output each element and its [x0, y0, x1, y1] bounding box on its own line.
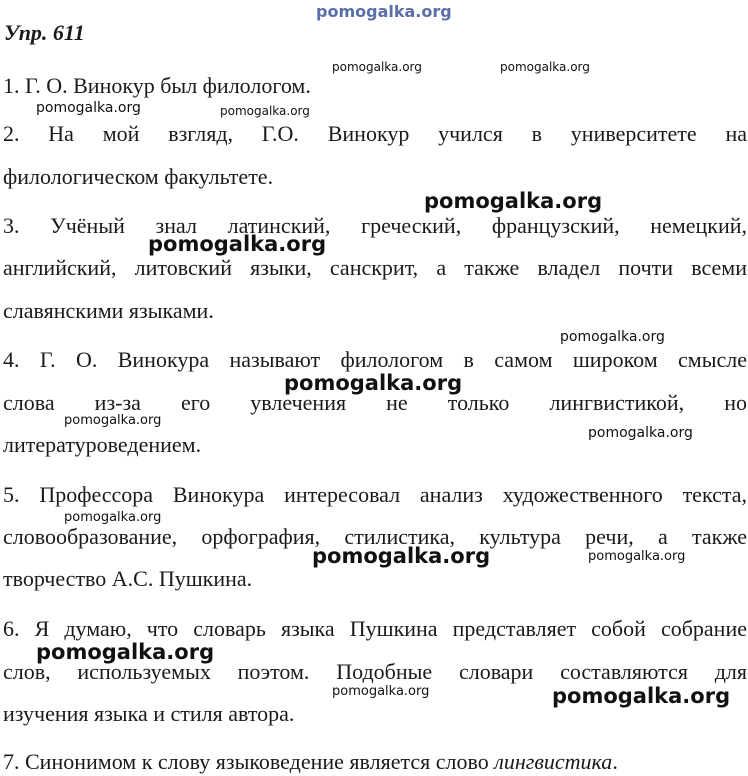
watermark-top[interactable]: pomogalka.org — [316, 2, 452, 21]
watermark: pomogalka.org — [588, 549, 686, 564]
sentence-3-line-3: славянскими языками. — [3, 298, 214, 323]
sentence-5-line-2: словообразование, орфография, стилистика, культура речи, а также — [3, 524, 747, 549]
sentence-3-line-2: английский, литовский языки, санскрит, а также владел почти всеми — [3, 255, 747, 280]
watermark-large: pomogalka.org — [424, 189, 603, 213]
sentence-1: 1. Г. О. Винокур был филологом. — [3, 73, 311, 98]
watermark: pomogalka.org — [588, 425, 693, 441]
watermark-large: pomogalka.org — [148, 232, 327, 256]
sentence-7 — [3, 748, 747, 776]
watermark: pomogalka.org — [560, 329, 665, 345]
sentence-6-line-1: 6. Я думаю, что словарь языка Пушкина представляет собой собрание — [3, 616, 747, 641]
watermark: pomogalka.org — [36, 100, 141, 116]
sentence-4-line-3: литературоведением. — [3, 432, 202, 457]
sentence-3-line-1: 3. Учёный знал латинский, греческий, французский, немецкий, — [3, 213, 747, 238]
sentence-2-line-1: 2. На мой взгляд, Г.О. Винокур учился в университете на — [3, 121, 747, 146]
watermark-large: pomogalka.org — [36, 640, 215, 664]
watermark: pomogalka.org — [64, 413, 162, 428]
sentence-7-text: 7. Синонимом к слову языковедение является слово — [3, 749, 495, 774]
watermark-large: pomogalka.org — [284, 371, 463, 395]
sentence-2-line-2: филологическом факультете. — [3, 164, 274, 189]
watermark-large: pomogalka.org — [552, 684, 731, 708]
sentence-4-line-2: слова из-за его увлечения не только лингвистикой, но — [3, 390, 747, 415]
watermark: pomogalka.org — [220, 104, 310, 118]
watermark-large: pomogalka.org — [312, 544, 491, 568]
watermark: pomogalka.org — [64, 510, 162, 525]
sentence-5-line-3: творчество А.С. Пушкина. — [3, 566, 253, 591]
watermark: pomogalka.org — [500, 60, 590, 74]
sentence-7-italic-term: лингвистика — [494, 749, 613, 774]
exercise-title: Упр. 611 — [4, 20, 85, 45]
sentence-6-line-3: изучения языка и стиля автора. — [3, 701, 295, 726]
sentence-4-line-1: 4. Г. О. Винокура называют филологом в самом широком смысле — [3, 347, 747, 372]
watermark: pomogalka.org — [332, 60, 422, 74]
sentence-7-period: . — [612, 749, 618, 774]
sentence-6-line-2: слов, используемых поэтом. Подобные словари составляются для — [3, 659, 747, 684]
watermark: pomogalka.org — [332, 684, 430, 699]
sentence-5-line-1: 5. Профессора Винокура интересовал анализ художественного текста, — [3, 482, 747, 507]
